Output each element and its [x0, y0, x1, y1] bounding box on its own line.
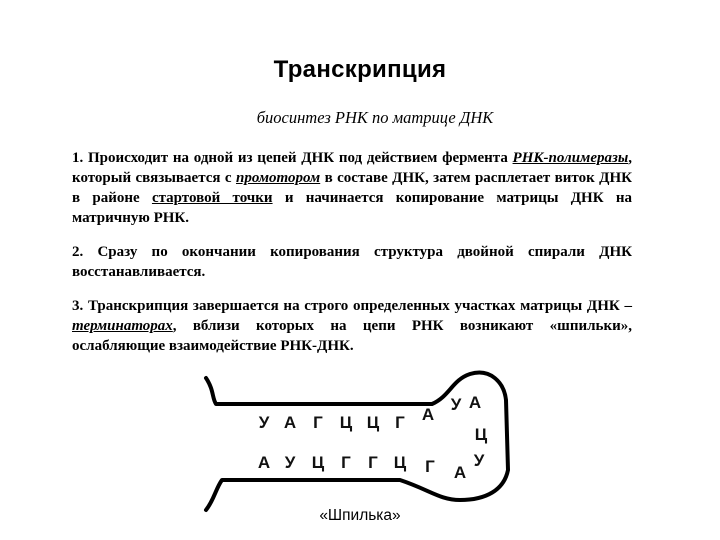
- p1-term-rna-polymerase: РНК-полимеразы: [512, 150, 629, 166]
- bottom-nucleotide-1: У: [284, 453, 296, 472]
- loop-nucleotide-4: У: [473, 451, 485, 470]
- page-title: Транскрипция: [273, 56, 447, 83]
- loop-nucleotide-0: А: [421, 405, 435, 424]
- loop-nucleotide-6: Г: [425, 457, 435, 476]
- p1-term-promoter: промотором: [235, 170, 321, 186]
- p1-text-1: 1. Происходит на одной из цепей ДНК под действием фермента: [72, 150, 513, 166]
- loop-nucleotide-2: А: [468, 393, 482, 412]
- p1-text-4: и начинается копирование матрицы ДНК на матричную РНК.: [72, 190, 633, 226]
- loop-nucleotide-5: А: [453, 463, 467, 482]
- hairpin-caption: «Шпилька»: [319, 507, 401, 524]
- top-nucleotide-4: Ц: [366, 413, 380, 432]
- hairpin-top-strand: [259, 413, 405, 432]
- top-nucleotide-0: У: [258, 413, 270, 432]
- loop-nucleotide-3: Ц: [474, 425, 488, 444]
- bottom-nucleotide-2: Ц: [311, 453, 325, 472]
- p1-text-3: в составе ДНК, затем расплетает виток ДНК в районе: [72, 170, 632, 206]
- top-nucleotide-1: А: [283, 413, 297, 432]
- p1-text-2: , который связывается с: [72, 150, 632, 186]
- hairpin-loop: [422, 393, 488, 482]
- bottom-nucleotide-5: Ц: [393, 453, 407, 472]
- bottom-nucleotide-3: Г: [341, 453, 351, 472]
- p2-text-1: 2. Сразу по окончании копирования структура двойной спирали ДНК восстанавливается.: [72, 244, 632, 280]
- p3-text-1: 3. Транскрипция завершается на строго определенных участках матрицы ДНК –: [72, 298, 632, 314]
- hairpin-bottom-strand: [258, 453, 407, 472]
- top-nucleotide-3: Ц: [339, 413, 353, 432]
- p3-text-2: , вблизи которых на цепи РНК возникают «шпильки», ослабляющие взаимодействие РНК-ДНК.: [72, 318, 632, 354]
- bottom-nucleotide-4: Г: [368, 453, 378, 472]
- top-nucleotide-5: Г: [395, 413, 405, 432]
- hairpin-outline: [206, 373, 508, 510]
- loop-nucleotide-1: У: [450, 395, 462, 414]
- top-nucleotide-2: Г: [313, 413, 323, 432]
- bottom-nucleotide-0: А: [257, 453, 271, 472]
- p1-term-start-point: стартовой точки: [151, 190, 273, 206]
- p3-term-terminators: терминаторах: [72, 318, 173, 334]
- page-subtitle: биосинтез РНК по матрице ДНК: [256, 108, 494, 127]
